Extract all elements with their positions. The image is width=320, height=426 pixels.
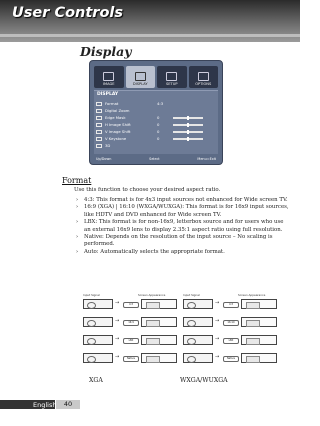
osd-row-icon xyxy=(96,137,102,141)
osd-row-icon xyxy=(96,102,102,106)
osd-footer-exit: Menu=Exit xyxy=(197,156,216,161)
osd-row xyxy=(96,142,216,149)
osd-row-label: Digital Zoom xyxy=(105,108,130,113)
osd-slider xyxy=(173,138,203,140)
osd-row-value: 4:3 xyxy=(157,101,164,106)
arrow-icon: → xyxy=(215,318,220,324)
image-tab-icon xyxy=(103,72,114,81)
osd-slider-knob xyxy=(187,137,189,141)
bullet-list xyxy=(74,197,290,256)
page-number: 40 xyxy=(56,400,80,409)
osd-row-label: H Image Shift xyxy=(105,122,131,127)
osd-tab-label: DISPLAY xyxy=(132,82,148,86)
osd-row-icon xyxy=(96,109,102,113)
arrow-icon: → xyxy=(215,300,220,306)
figure-input-right xyxy=(183,317,213,327)
header-title: User Controls xyxy=(12,5,124,21)
osd-footer-select: Select xyxy=(149,156,160,161)
bullet-text: LBX: This format is for non-16x9, letterbox source and for users who use an external 16x9 lens to display 2.35:1 aspect ratio using full resolution. xyxy=(84,219,284,233)
osd-tab-label: IMAGE xyxy=(102,82,115,86)
osd-panel xyxy=(94,90,218,154)
bullet-item xyxy=(74,204,290,219)
bullet-arrow-icon: › xyxy=(76,204,79,211)
figure-input-left xyxy=(83,317,113,327)
header-stripe xyxy=(0,34,300,37)
section-title: Format xyxy=(62,176,92,185)
osd-row xyxy=(96,100,216,107)
figure-input-right xyxy=(183,353,213,363)
figure-format-tag: 16:10 xyxy=(223,320,239,326)
osd-row-label: V Keystone xyxy=(105,136,127,141)
figure-format-tag: 16:9 xyxy=(123,320,139,326)
osd-footer-nav: Up/Down xyxy=(96,156,112,161)
osd-tab-image xyxy=(94,66,124,88)
osd-tab-label: SETUP xyxy=(165,82,178,86)
osd-row-icon xyxy=(96,123,102,127)
osd-row xyxy=(96,128,216,135)
bullet-arrow-icon: › xyxy=(76,197,79,203)
osd-row-label: Format xyxy=(105,101,119,106)
osd-row-icon xyxy=(96,116,102,120)
figure-col-header: Input Signal xyxy=(83,293,100,297)
figure-input-left xyxy=(83,353,113,363)
section-intro: Use this function to choose your desired aspect ratio. xyxy=(74,187,221,193)
arrow-icon: → xyxy=(115,336,120,342)
osd-footer xyxy=(94,155,218,162)
bullet-text: 4:3: This format is for 4x3 input sources not enhanced for Wide screen TV. xyxy=(84,197,288,203)
osd-slider xyxy=(173,131,203,133)
arrow-icon: → xyxy=(115,354,120,360)
osd-row xyxy=(96,121,216,128)
osd-slider-knob xyxy=(187,116,189,120)
figure-screen-right xyxy=(241,335,277,345)
osd-row-label: V Image Shift xyxy=(105,129,131,134)
osd-row xyxy=(96,135,216,142)
osd-row-label: Edge Mask xyxy=(105,115,126,120)
bullet-text: Native: Depends on the resolution of the input source – No scaling is performed. xyxy=(84,234,273,248)
figure-screen-left xyxy=(141,335,177,345)
arrow-icon: → xyxy=(115,300,120,306)
caption-wxga: WXGA/WUXGA xyxy=(180,377,228,384)
figure-screen-right xyxy=(241,299,277,309)
figure-format-tag: 4:3 xyxy=(123,302,139,308)
osd-tabs xyxy=(94,66,218,88)
figure-screen-left xyxy=(141,353,177,363)
osd-rows xyxy=(96,100,216,149)
arrow-icon: → xyxy=(215,354,220,360)
header-bar xyxy=(0,0,300,42)
figure-input-left xyxy=(83,299,113,309)
figure-input-left xyxy=(83,335,113,345)
osd-row-icon xyxy=(96,130,102,134)
osd-tab-setup xyxy=(157,66,187,88)
bullet-arrow-icon: › xyxy=(76,248,79,255)
osd-tab-display xyxy=(126,66,156,88)
osd-row xyxy=(96,114,216,121)
figure-format-tag: Native xyxy=(123,356,139,362)
osd-slider-knob xyxy=(187,130,189,134)
figure-format-tag: LBX xyxy=(223,338,239,344)
figure-format-tag: LBX xyxy=(123,338,139,344)
osd-row-label: 3D xyxy=(105,143,111,148)
osd-panel-title: DISPLAY xyxy=(97,92,119,97)
caption-xga: XGA xyxy=(89,377,103,384)
osd-tab-options xyxy=(189,66,219,88)
setup-tab-icon xyxy=(166,72,177,81)
bullet-arrow-icon: › xyxy=(76,219,79,226)
osd-row xyxy=(96,107,216,114)
bullet-item xyxy=(74,234,290,249)
figure-screen-right xyxy=(241,317,277,327)
osd-row-icon xyxy=(96,144,102,148)
figure-screen-left xyxy=(141,299,177,309)
figure-col-header: Screen Appearance xyxy=(138,293,166,297)
arrow-icon: → xyxy=(215,336,220,342)
figure-col-header: Input Signal xyxy=(183,293,200,297)
osd-row-value: 0 xyxy=(157,115,160,120)
osd-slider-knob xyxy=(187,123,189,127)
osd-slider xyxy=(173,124,203,126)
figure-input-right xyxy=(183,299,213,309)
osd-tab-label: OPTIONS xyxy=(195,82,212,86)
page-title: Display xyxy=(80,44,132,59)
figure-screen-left xyxy=(141,317,177,327)
bullet-item xyxy=(74,219,290,234)
arrow-icon: → xyxy=(115,318,120,324)
bullet-item xyxy=(74,249,290,256)
options-tab-icon xyxy=(198,72,209,81)
bullet-text: 16:9 (XGA) | 16:10 (WXGA/WUXGA): This format is for 16x9 input sources, like HDTV and DVD enhanced for Wide screen TV. xyxy=(84,204,289,218)
osd-row-value: 0 xyxy=(157,129,160,134)
bullet-text: Auto: Automatically selects the appropriate format. xyxy=(84,248,225,255)
format-diagram xyxy=(83,293,278,375)
osd-row-value: 0 xyxy=(157,122,160,127)
figure-input-right xyxy=(183,335,213,345)
display-tab-icon xyxy=(135,72,146,81)
bullet-arrow-icon: › xyxy=(76,234,79,241)
footer-language: English xyxy=(33,401,57,409)
figure-format-tag: 4:3 xyxy=(223,302,239,308)
figure-format-tag: Native xyxy=(223,356,239,362)
osd-menu-screenshot xyxy=(89,60,223,165)
osd-row-value: 0 xyxy=(157,136,160,141)
figure-screen-right xyxy=(241,353,277,363)
osd-slider xyxy=(173,117,203,119)
figure-col-header: Screen Appearance xyxy=(238,293,266,297)
